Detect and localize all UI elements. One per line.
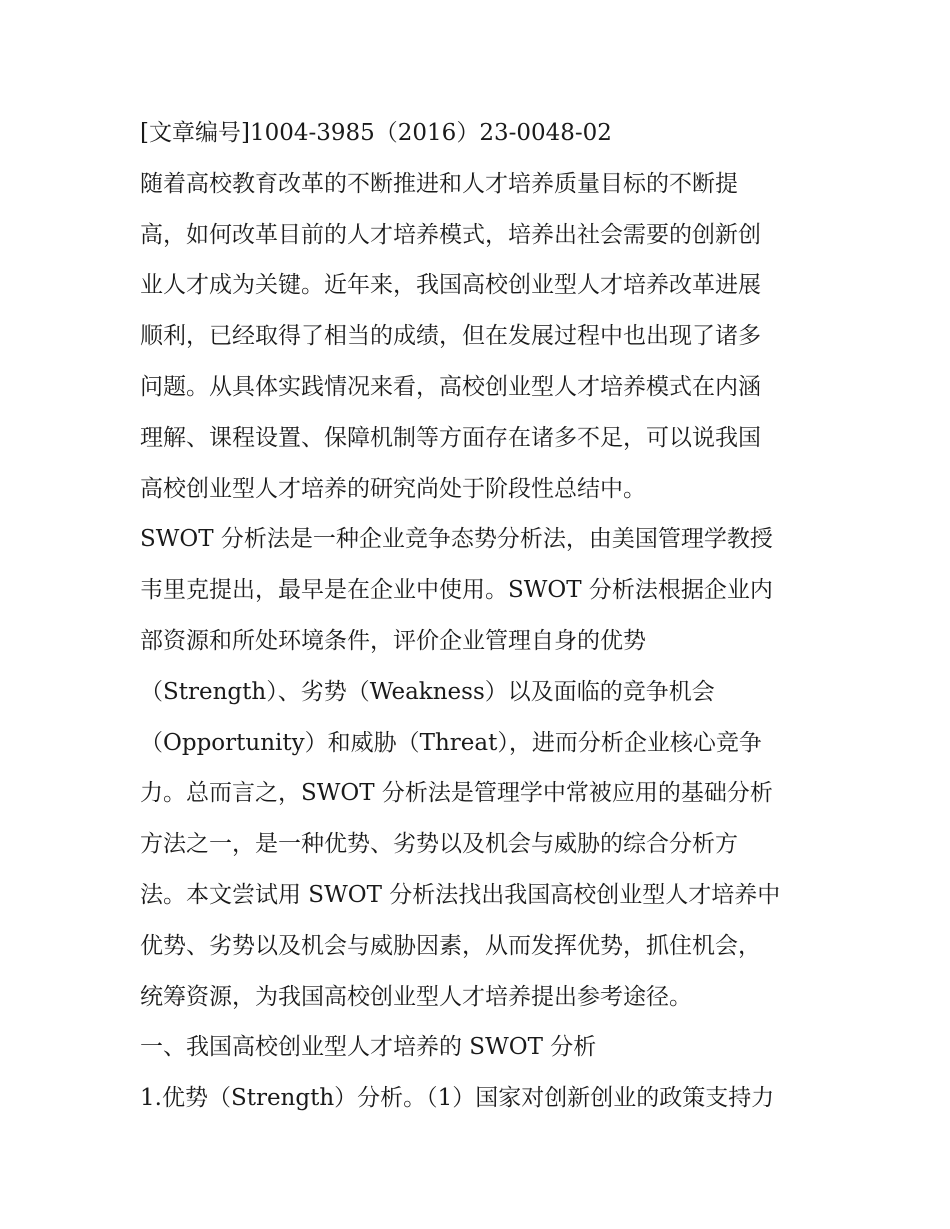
paragraph-2-line: 方法之一，是一种优势、劣势以及机会与威胁的综合分析方 [140,831,738,858]
paragraph-2-line: （Strength）、劣势（Weakness）以及面临的竞争机会 [140,678,715,705]
paragraph-2-line: 法。本文尝试用 SWOT 分析法找出我国高校创业型人才培养中 [140,881,781,908]
paragraph-2-line: SWOT 分析法是一种企业竞争态势分析法，由美国管理学教授 [140,526,773,553]
paragraph-2-line: 韦里克提出，最早是在企业中使用。SWOT 分析法根据企业内 [140,577,773,604]
paragraph-1-line: 随着高校教育改革的不断推进和人才培养质量目标的不断提 [140,170,738,197]
section-heading: 一、我国高校创业型人才培养的 SWOT 分析 [140,1034,597,1061]
paragraph-2-line: 力。总而言之，SWOT 分析法是管理学中常被应用的基础分析 [140,780,773,807]
paragraph-1-line: 业人才成为关键。近年来，我国高校创业型人才培养改革进展 [140,272,761,299]
paragraph-1-line: 高校创业型人才培养的研究尚处于阶段性总结中。 [140,475,646,502]
paragraph-2-line: 部资源和所处环境条件，评价企业管理自身的优势 [140,627,646,654]
paragraph-2-line: 优势、劣势以及机会与威胁因素，从而发挥优势，抓住机会， [140,932,761,959]
paragraph-1-line: 问题。从具体实践情况来看，高校创业型人才培养模式在内涵 [140,373,761,400]
paragraph-2-line: （Opportunity）和威胁（Threat），进而分析企业核心竞争 [140,729,762,756]
paragraph-2-line: 统筹资源，为我国高校创业型人才培养提出参考途径。 [140,983,692,1010]
subsection-start: 1.优势（Strength）分析。（1）国家对创新创业的政策支持力 [140,1085,775,1112]
paragraph-1-line: 顺利，已经取得了相当的成绩，但在发展过程中也出现了诸多 [140,323,761,350]
paragraph-1-line: 理解、课程设置、保障机制等方面存在诸多不足，可以说我国 [140,424,761,451]
document-body [140,108,830,1124]
paragraph-1-line: 高，如何改革目前的人才培养模式，培养出社会需要的创新创 [140,221,761,248]
article-number: [文章编号]1004-3985（2016）23-0048-02 [140,120,612,146]
